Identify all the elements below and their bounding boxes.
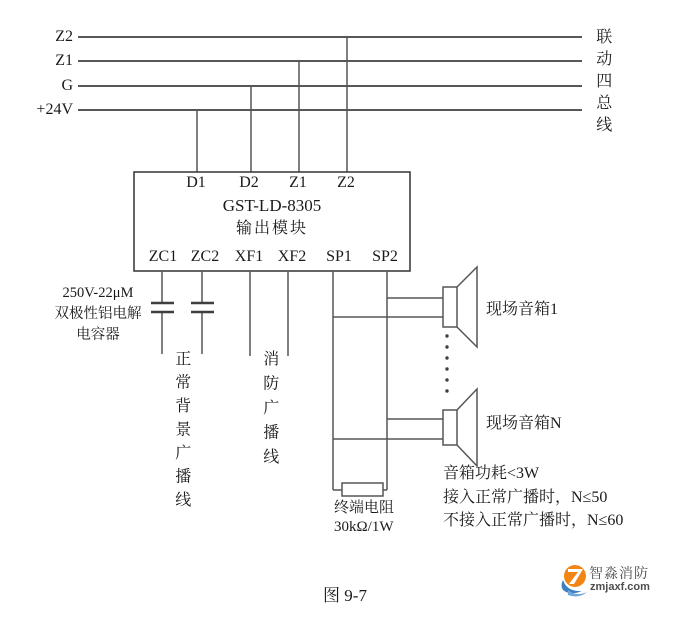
- module-subtitle: 输出模块: [235, 220, 308, 237]
- speaker-n-horn: [457, 389, 477, 466]
- note-n-max-60: 不接入正常广播时，N≤60: [443, 512, 624, 529]
- terminal-d2: D2: [239, 174, 259, 191]
- speaker-1-label: 现场音箱1: [486, 301, 559, 318]
- bus-drop-wires: [197, 37, 347, 172]
- note-n-max-50: 接入正常广播时，N≤50: [443, 489, 608, 506]
- note-power: 音箱功耗<3W: [443, 465, 540, 482]
- capacitor-note-line3: 电容器: [76, 327, 120, 343]
- terminal-z2: Z2: [337, 174, 355, 191]
- linkage-bus-label: 联动四总线: [593, 28, 611, 138]
- fire-broadcast-label: 消防广播线: [260, 350, 278, 473]
- figure-caption: 图 9-7: [323, 586, 367, 605]
- speaker-1-horn: [457, 267, 477, 347]
- terminal-d1: D1: [186, 174, 206, 191]
- resistor-value: 30kΩ/1W: [334, 519, 394, 535]
- capacitor-note-line1: 250V-22μM: [62, 285, 134, 301]
- terminal-sp2: SP2: [372, 248, 398, 265]
- logo-domain: zmjaxf.com: [590, 581, 650, 593]
- speaker-1-driver: [443, 287, 457, 327]
- terminal-sp1: SP1: [326, 248, 352, 265]
- linkage-bus-lines: [78, 37, 582, 110]
- terminal-zc2: ZC2: [190, 248, 220, 265]
- ellipsis-dots-icon: [445, 334, 448, 392]
- speaker-n-driver: [443, 410, 457, 445]
- resistor-icon: [333, 483, 387, 496]
- speaker-branch-wires: [333, 298, 443, 439]
- capacitor-note: [40, 283, 156, 346]
- terminal-z1: Z1: [289, 174, 307, 191]
- normal-background-broadcast-label: 正常背景广播线: [172, 350, 190, 515]
- module-title: GST-LD-8305: [222, 196, 322, 215]
- terminal-xf2: XF2: [277, 248, 307, 265]
- terminal-xf1: XF1: [234, 248, 264, 265]
- bus-label-24v: +24V: [36, 101, 73, 118]
- speaker-n-icon: [443, 389, 477, 466]
- bus-label-z1: Z1: [55, 52, 73, 69]
- speaker-n-label: 现场音箱N: [486, 415, 562, 432]
- capacitor-icons: [151, 303, 214, 312]
- terminal-zc1: ZC1: [148, 248, 178, 265]
- bus-label-z2: Z2: [55, 28, 73, 45]
- resistor-label: 终端电阻: [334, 500, 395, 516]
- capacitor-note-line2: 双极性铝电解: [54, 306, 142, 322]
- resistor-body: [342, 483, 383, 496]
- bus-label-g: G: [61, 77, 73, 94]
- logo-title: 智淼消防: [589, 565, 649, 581]
- zhimiao-logo-icon: [562, 565, 588, 596]
